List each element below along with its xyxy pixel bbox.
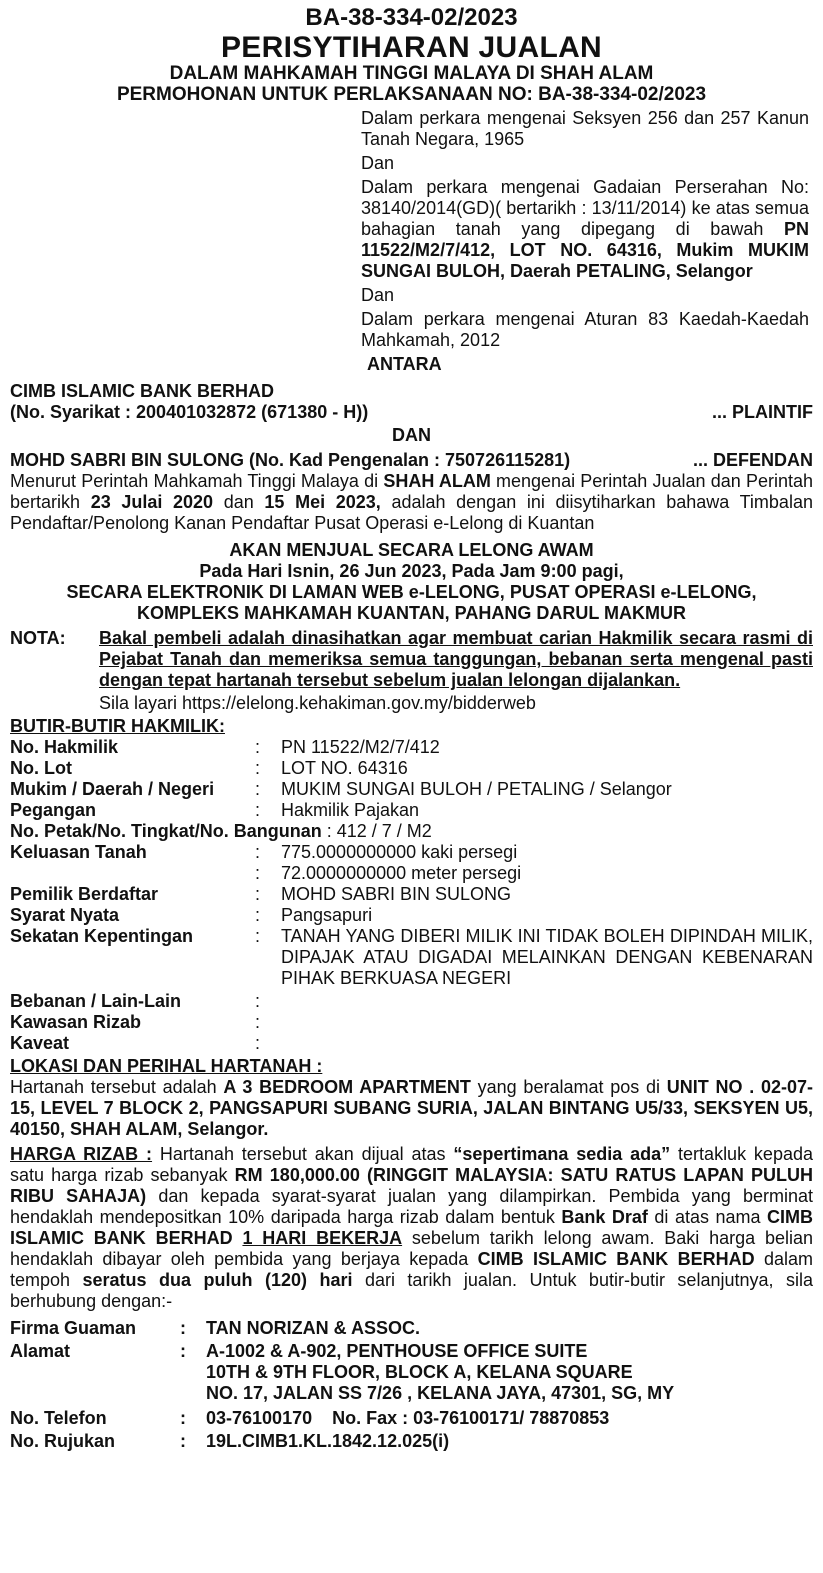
detail-key: Keluasan Tanah	[10, 842, 147, 862]
matter-dan-2: Dan	[361, 285, 395, 305]
auction-line-2: Pada Hari Isnin, 26 Jun 2023, Pada Jam 9:00 pagi,	[199, 561, 624, 581]
contact-colon: :	[180, 1431, 186, 1451]
contact-row-alamat	[10, 1341, 813, 1404]
contact-key: No. Telefon	[10, 1408, 107, 1428]
detail-value: TANAH YANG DIBERI MILIK INI TIDAK BOLEH DIPINDAH MILIK, DIPAJAK ATAU DIGADAI MELAINKAN DENGAN KEBENARAN PIHAK BERKUASA NEGERI	[281, 926, 813, 988]
matter-dan-1: Dan	[361, 153, 395, 173]
detail-value-empty	[281, 991, 813, 1012]
detail-colon: :	[255, 1012, 261, 1032]
antara-label: ANTARA	[367, 354, 442, 374]
title-details-table	[10, 737, 813, 1054]
detail-key: No. Petak/No. Tingkat/No. Bangunan	[10, 821, 322, 841]
detail-key: Syarat Nyata	[10, 905, 120, 925]
elelong-link[interactable]: Sila layari https://elelong.kehakiman.gov.my/bidderweb	[99, 693, 536, 713]
nota-label: NOTA:	[10, 628, 66, 648]
parties-section	[10, 381, 813, 471]
location-heading: LOKASI DAN PERIHAL HARTANAH :	[10, 1056, 323, 1076]
court-name: DALAM MAHKAMAH TINGGI MALAYA DI SHAH ALAM	[169, 63, 654, 84]
auction-line-3: SECARA ELEKTRONIK DI LAMAN WEB e-LELONG, PUSAT OPERASI e-LELONG,	[66, 582, 757, 602]
contact-key: No. Rujukan	[10, 1431, 116, 1451]
detail-row-no-lot	[10, 758, 813, 779]
plaintiff-row	[10, 402, 813, 423]
detail-colon: :	[255, 758, 261, 778]
contact-row-telefon	[10, 1408, 813, 1429]
contact-colon: :	[180, 1341, 186, 1361]
auction-announcement	[10, 540, 813, 624]
detail-value: MUKIM SUNGAI BULOH / PETALING / Selangor	[281, 779, 672, 799]
contact-value	[206, 1341, 813, 1404]
detail-row-keluasan-meter	[10, 863, 813, 884]
detail-value: 72.0000000000 meter persegi	[281, 863, 522, 883]
detail-row-syarat	[10, 905, 813, 926]
detail-value: LOT NO. 64316	[281, 758, 408, 778]
contact-row-rujukan	[10, 1431, 813, 1452]
defendant-row	[10, 450, 813, 471]
detail-key: Sekatan Kepentingan	[10, 926, 194, 946]
detail-value: Hakmilik Pajakan	[281, 800, 420, 820]
address-line-3: NO. 17, JALAN SS 7/26 , KELANA JAYA, 47301, SG, MY	[206, 1383, 675, 1403]
detail-value-empty	[281, 1033, 813, 1054]
defendant-name: MOHD SABRI BIN SULONG (No. Kad Pengenalan : 750726115281)	[10, 450, 571, 470]
detail-key: Kawasan Rizab	[10, 1012, 142, 1032]
detail-value: MOHD SABRI BIN SULONG	[281, 884, 512, 904]
detail-row-petak	[10, 821, 813, 842]
auction-line-1: AKAN MENJUAL SECARA LELONG AWAM	[229, 540, 594, 560]
detail-key: Kaveat	[10, 1033, 70, 1053]
detail-value: Pangsapuri	[281, 905, 373, 925]
auction-line-4: KOMPLEKS MAHKAMAH KUANTAN, PAHANG DARUL MAKMUR	[137, 603, 686, 623]
detail-key: No. Hakmilik	[10, 737, 119, 757]
detail-key: Bebanan / Lain-Lain	[10, 991, 182, 1011]
detail-key-empty	[10, 863, 255, 884]
contact-table	[10, 1318, 813, 1452]
contact-colon: :	[180, 1408, 186, 1428]
defendant-role: ... DEFENDAN	[692, 450, 813, 470]
detail-colon: :	[255, 842, 261, 862]
contact-value: 03-76100170 No. Fax : 03-76100171/ 78870853	[206, 1408, 610, 1428]
case-number: BA-38-334-02/2023	[305, 4, 518, 31]
detail-colon: :	[255, 1033, 261, 1053]
location-paragraph: Hartanah tersebut adalah A 3 BEDROOM APARTMENT yang beralamat pos di UNIT NO . 02-07-15, LEVEL 7 BLOCK 2, PANGSAPURI SUBANG SURIA, JALAN BINTANG U5/33, SEKSYEN U5, 40150, SHAH ALAM, Selangor.	[10, 1077, 813, 1139]
detail-row-kaveat	[10, 1033, 813, 1054]
detail-colon: :	[255, 737, 261, 757]
matter-paragraph-2: Dalam perkara mengenai Gadaian Perserahan No: 38140/2014(GD)( bertarikh : 13/11/2014) ke atas semua bahagian tanah yang dipegang di bawah PN 11522/M2/7/412, LOT NO. 64316, Mukim MUKIM SUNGAI BULOH, Daerah PETALING, Selangor	[361, 177, 809, 281]
contact-value: 19L.CIMB1.KL.1842.12.025(i)	[206, 1431, 450, 1451]
page-title: PERISYTIHARAN JUALAN	[220, 31, 603, 64]
plaintiff-name: CIMB ISLAMIC BANK BERHAD	[10, 381, 274, 401]
detail-key: No. Lot	[10, 758, 72, 778]
detail-colon: :	[255, 926, 261, 946]
contact-value: TAN NORIZAN & ASSOC.	[206, 1318, 420, 1338]
detail-row-pegangan	[10, 800, 813, 821]
detail-colon: :	[255, 991, 261, 1011]
application-number: PERMOHONAN UNTUK PERLAKSANAAN NO: BA-38-334-02/2023	[116, 84, 707, 105]
detail-row-no-hakmilik	[10, 737, 813, 758]
plaintiff-role: ... PLAINTIF	[712, 402, 813, 422]
title-details-heading: BUTIR-BUTIR HAKMILIK:	[10, 716, 225, 736]
detail-colon: :	[255, 779, 261, 799]
reserve-price-paragraph: HARGA RIZAB : Hartanah tersebut akan dijual atas “sepertimana sedia ada” tertakluk kepada satu harga rizab sebanyak RM 180,000.00 (RINGGIT MALAYSIA: SATU RATUS LAPAN PULUH RIBU SAHAJA) dan kepada syarat-syarat jualan yang dilampirkan. Pembida yang berminat hendaklah mendepositkan 10% daripada harga rizab dalam bentuk Bank Draf di atas nama CIMB ISLAMIC BANK BERHAD 1 HARI BEKERJA sebelum tarikh lelong awam. Baki harga belian hendaklah dibayar oleh pembida yang berjaya kepada CIMB ISLAMIC BANK BERHAD dalam tempoh seratus dua puluh (120) hari dari tarikh jualan. Untuk butir-butir selanjutnya, sila berhubung dengan:-	[10, 1144, 814, 1311]
matter-paragraph-3: Dalam perkara mengenai Aturan 83 Kaedah-Kaedah Mahkamah, 2012	[361, 309, 809, 350]
matter-section	[361, 108, 809, 375]
detail-colon: :	[255, 800, 261, 820]
plaintiff-registration: (No. Syarikat : 200401032872 (671380 - H))	[10, 402, 369, 422]
detail-colon: :	[255, 863, 261, 883]
detail-key: Mukim / Daerah / Negeri	[10, 779, 215, 799]
detail-row-mukim	[10, 779, 813, 800]
address-line-1: A-1002 & A-902, PENTHOUSE OFFICE SUITE	[206, 1341, 588, 1361]
contact-colon: :	[180, 1318, 186, 1338]
nota-section	[10, 628, 813, 714]
detail-value-empty	[281, 1012, 813, 1033]
matter-paragraph-1: Dalam perkara mengenai Seksyen 256 dan 257 Kanun Tanah Negara, 1965	[361, 108, 809, 149]
nota-text: Bakal pembeli adalah dinasihatkan agar membuat carian Hakmilik secara rasmi di Pejabat Tanah dan memeriksa semua tanggungan, bebanan serta mengenal pasti dengan tepat hartanah tersebut sebelum jualan lelongan dijalankan.	[99, 628, 813, 690]
contact-key: Alamat	[10, 1341, 71, 1361]
contact-row-firma	[10, 1318, 813, 1339]
dan-label: DAN	[392, 425, 431, 445]
detail-row-bebanan	[10, 991, 813, 1012]
detail-row-pemilik	[10, 884, 813, 905]
address-line-2: 10TH & 9TH FLOOR, BLOCK A, KELANA SQUARE	[206, 1362, 633, 1382]
detail-row-sekatan	[10, 926, 813, 989]
detail-colon: :	[255, 905, 261, 925]
detail-colon: :	[255, 884, 261, 904]
detail-value: PN 11522/M2/7/412	[281, 737, 440, 757]
detail-key: Pemilik Berdaftar	[10, 884, 159, 904]
court-order-paragraph: Menurut Perintah Mahkamah Tinggi Malaya di SHAH ALAM mengenai Perintah Jualan dan Perintah bertarikh 23 Julai 2020 dan 15 Mei 2023, adalah dengan ini diisytiharkan bahawa Timbalan Pendaftar/Penolong Kanan Pendaftar Pusat Operasi e-Lelong di Kuantan	[10, 471, 813, 533]
detail-key: Pegangan	[10, 800, 97, 820]
detail-value: : 412 / 7 / M2	[321, 821, 432, 841]
detail-row-kawasan	[10, 1012, 813, 1033]
reserve-price-heading: HARGA RIZAB :	[10, 1144, 153, 1164]
nota-body	[99, 628, 813, 714]
detail-row-keluasan	[10, 842, 813, 863]
contact-key: Firma Guaman	[10, 1318, 137, 1338]
detail-value: 775.0000000000 kaki persegi	[281, 842, 518, 862]
